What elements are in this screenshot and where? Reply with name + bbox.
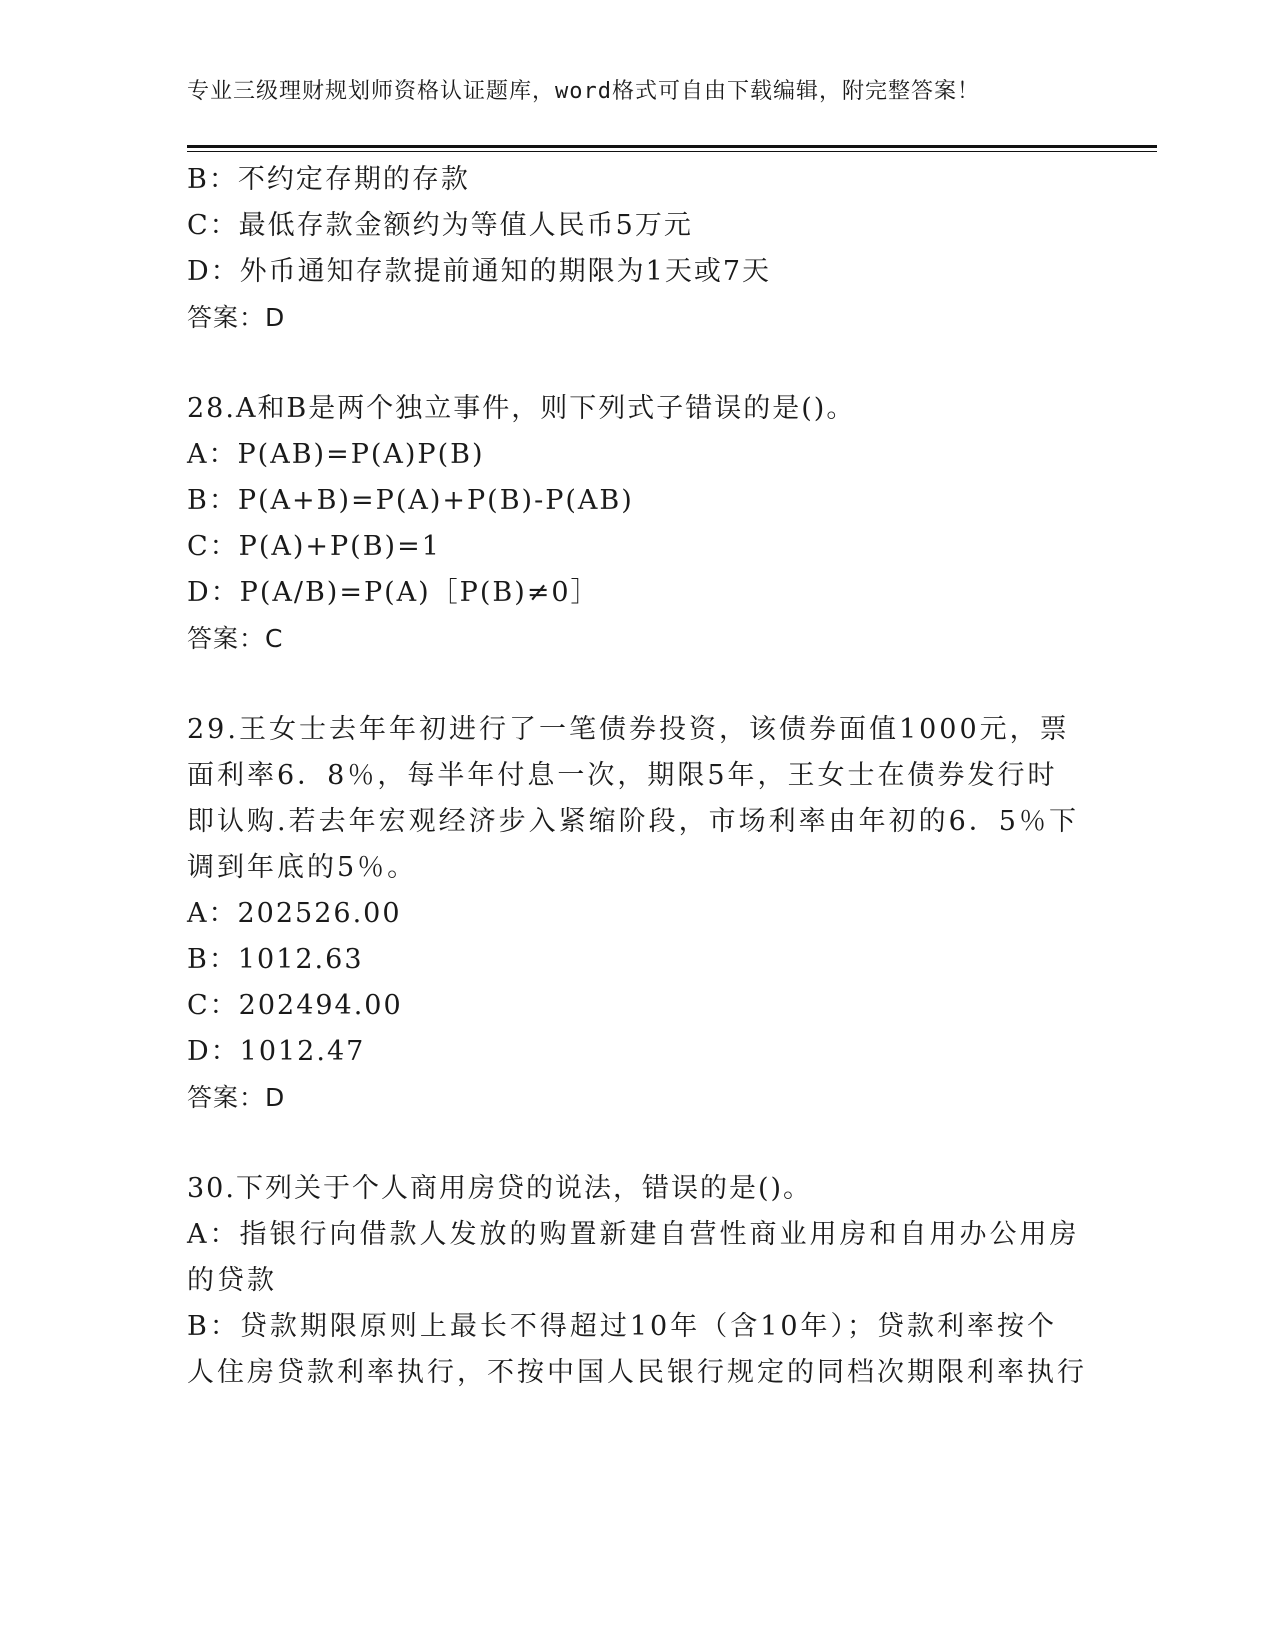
option-a: A：P(AB)=P(A)P(B) xyxy=(187,439,485,470)
option-b: B：P(A+B)=P(A)+P(B)-P(AB) xyxy=(187,485,634,516)
option-c: C：202494.00 xyxy=(187,990,403,1021)
question-28 xyxy=(187,386,1087,662)
question-29 xyxy=(187,707,1087,1121)
question-stem: 28.A和B是两个独立事件，则下列式子错误的是()。 xyxy=(187,393,856,424)
option-c: C：最低存款金额约为等值人民币5万元 xyxy=(187,210,693,241)
answer-label: 答案：C xyxy=(187,624,284,653)
question-stem: 30.下列关于个人商用房贷的说法，错误的是()。 xyxy=(187,1173,813,1204)
question-spacer xyxy=(187,1121,1087,1166)
option-d: D：P(A/B)=P(A)［P(B)≠0］ xyxy=(187,577,600,608)
option-a: A：202526.00 xyxy=(187,898,402,929)
question-30 xyxy=(187,1166,1087,1396)
question-spacer xyxy=(187,341,1087,386)
question-27-tail xyxy=(187,157,1087,341)
question-spacer xyxy=(187,662,1087,707)
header-rule-thin xyxy=(187,151,1157,152)
option-d: D：1012.47 xyxy=(187,1036,366,1067)
answer-label: 答案：D xyxy=(187,303,286,332)
header-rule-thick xyxy=(187,145,1157,148)
option-b: B：不约定存期的存款 xyxy=(187,164,470,195)
option-d: D：外币通知存款提前通知的期限为1天或7天 xyxy=(187,256,772,287)
answer-label: 答案：D xyxy=(187,1083,286,1112)
option-c: C：P(A)+P(B)=1 xyxy=(187,531,441,562)
option-b: B：1012.63 xyxy=(187,944,364,975)
page-header-title: 专业三级理财规划师资格认证题库，word格式可自由下载编辑，附完整答案！ xyxy=(187,79,980,104)
option-a: A：指银行向借款人发放的购置新建自营性商业用房和自用办公用房的贷款 xyxy=(187,1219,1080,1296)
question-content xyxy=(187,157,1087,1396)
option-b: B：贷款期限原则上最长不得超过10年（含10年）；贷款利率按个人住房贷款利率执行，不按中国人民银行规定的同档次期限利率执行 xyxy=(187,1311,1087,1388)
question-stem: 29.王女士去年年初进行了一笔债券投资，该债券面值1000元，票面利率6．8％，每半年付息一次，期限5年，王女士在债券发行时即认购.若去年宏观经济步入紧缩阶段，市场利率由年初的6．5％下调到年底的5％。 xyxy=(187,714,1079,883)
